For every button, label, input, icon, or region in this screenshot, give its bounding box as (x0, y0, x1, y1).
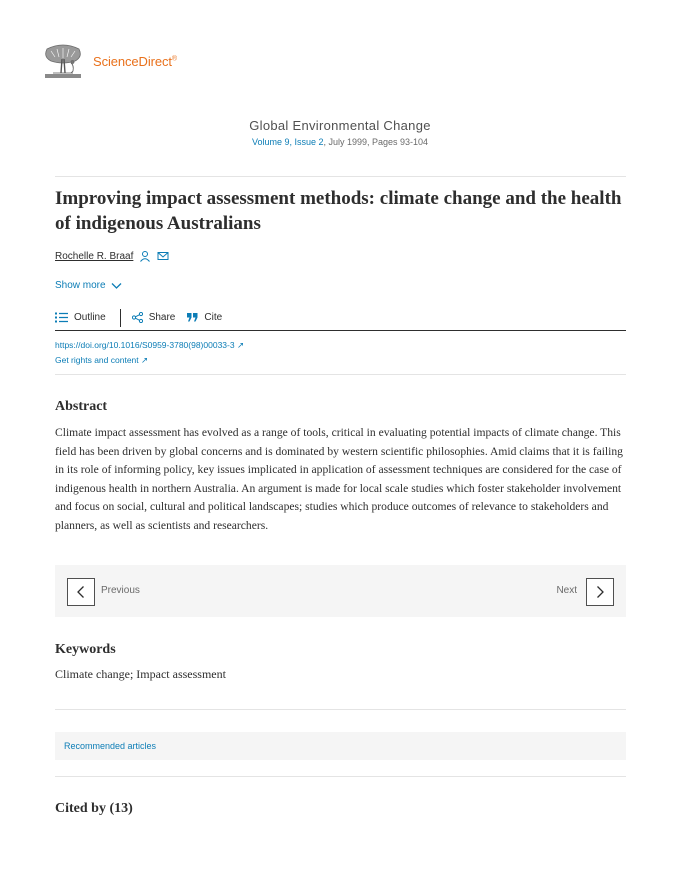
recommended-articles-toggle[interactable] (55, 732, 626, 760)
article-navigation (55, 565, 626, 617)
volume-issue-link[interactable]: Volume 9, Issue 2 (251, 137, 324, 147)
article-toolbar (55, 305, 626, 331)
keywords-list: Climate change; Impact assessment (55, 667, 226, 681)
show-more-label: Show more (55, 280, 106, 291)
journal-info (0, 118, 680, 147)
share-button[interactable] (132, 312, 176, 323)
site-header (43, 43, 177, 79)
chevron-left-icon (76, 585, 86, 599)
divider (55, 709, 626, 710)
toolbar-divider (120, 309, 121, 327)
author-row (55, 250, 169, 262)
share-label: Share (148, 312, 176, 323)
share-icon (132, 312, 143, 323)
journal-title[interactable]: Global Environmental Change (249, 118, 431, 133)
list-icon (55, 312, 68, 323)
cite-button[interactable] (187, 312, 222, 323)
author-name[interactable]: Rochelle R. Braaf (55, 250, 134, 262)
abstract-heading: Abstract (55, 399, 108, 414)
outline-button[interactable] (55, 312, 106, 323)
chevron-right-icon (595, 585, 605, 599)
chevron-down-icon (111, 282, 122, 290)
next-label[interactable]: Next (556, 585, 577, 596)
elsevier-tree-logo[interactable] (43, 43, 83, 79)
doi-link[interactable]: https://doi.org/10.1016/S0959-3780(98)00033-3 ↗ (55, 340, 245, 350)
issue-details: , July 1999, Pages 93-104 (323, 137, 429, 147)
previous-label[interactable]: Previous (101, 585, 140, 596)
divider (55, 374, 626, 375)
sciencedirect-brand[interactable]: ScienceDirect® (93, 53, 177, 69)
article-title: Improving impact assessment methods: climate change and the health of indigenous Australians (55, 188, 622, 234)
cite-label: Cite (204, 312, 223, 323)
cited-by-heading: Cited by (13) (55, 801, 133, 816)
divider (55, 776, 626, 777)
previous-button[interactable] (67, 578, 95, 606)
email-icon[interactable] (157, 250, 169, 262)
rights-link[interactable]: Get rights and content ↗ (55, 355, 149, 365)
person-icon[interactable] (139, 250, 151, 262)
keywords-heading: Keywords (55, 642, 116, 657)
divider (55, 176, 626, 177)
quote-icon (187, 313, 198, 322)
show-more-button[interactable] (55, 280, 122, 291)
abstract-text: Climate impact assessment has evolved as a range of tools, critical in evaluating potential impacts of climate change. This field has been driven by global concerns and is dominated by western scientific philosophies. Amid claims that it is failing in its role of informing policy, key issues implicated in application of assessment techniques are considered for the case of indigenous health in northern Australia. An argument is made for local scale studies which foster stakeholder involvement and focus on social, cultural and political landscapes; studies which produce outcomes of relevance to stakeholders and planners, as well as scientists and researchers. (55, 426, 623, 532)
journal-issue (0, 137, 680, 147)
external-link-icon: ↗ (141, 355, 149, 365)
recommended-articles-label: Recommended articles (64, 741, 157, 751)
article-links (55, 338, 244, 368)
next-button[interactable] (586, 578, 614, 606)
external-link-icon: ↗ (236, 340, 245, 350)
outline-label: Outline (74, 312, 106, 323)
